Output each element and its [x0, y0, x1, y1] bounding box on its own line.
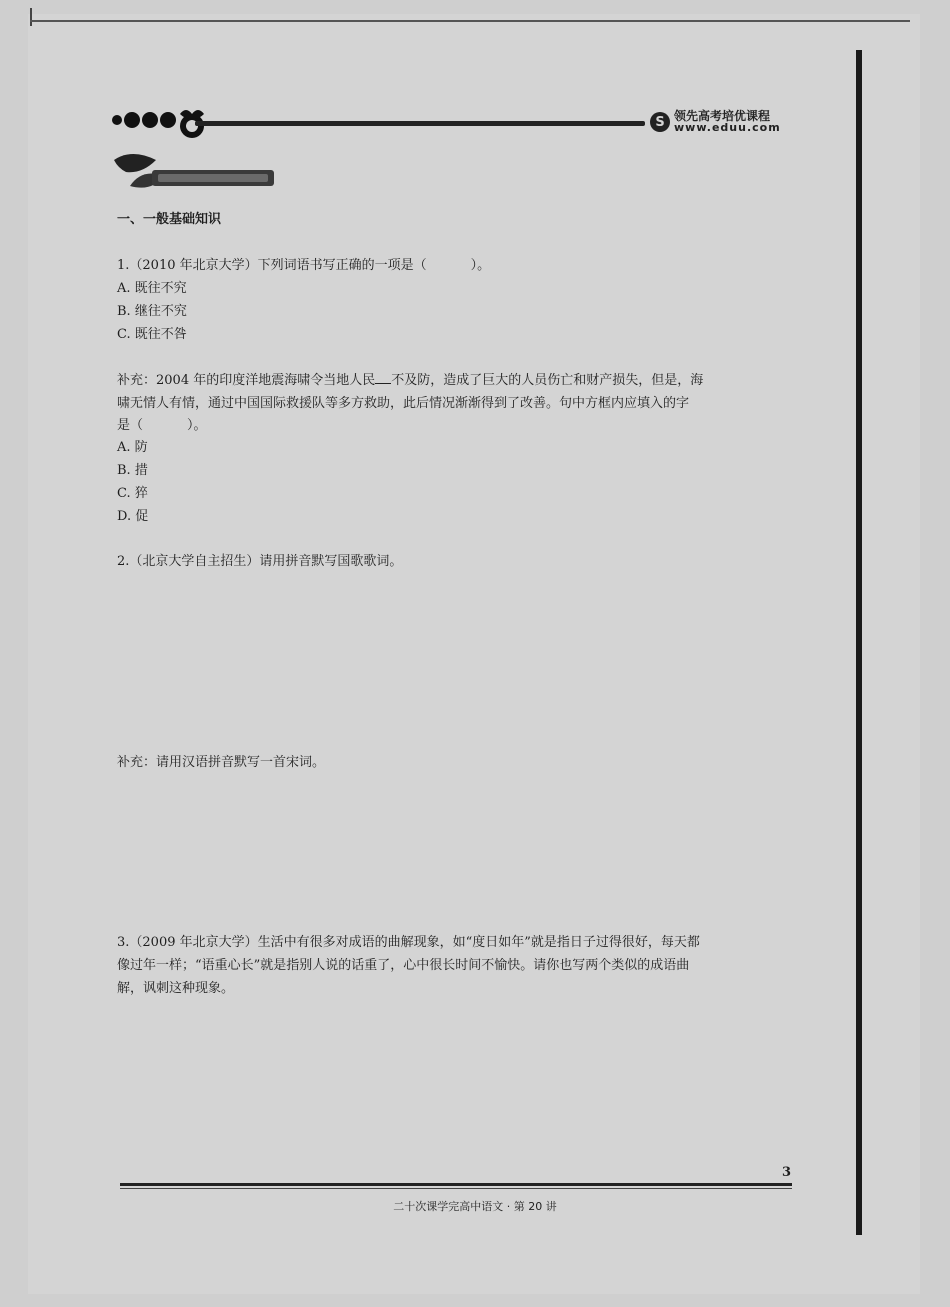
footer-course-title: 二十次课学完高中语文 · 第 20 讲: [393, 1200, 557, 1213]
supplement-2-prompt: 补充：请用汉语拼音默写一首宋词。: [117, 755, 326, 770]
footer-rule-thin: [120, 1188, 792, 1189]
supplement-1-option: D. 促: [117, 509, 149, 524]
dot-1: [112, 115, 122, 125]
fill-blank: [375, 371, 391, 384]
section-title: 一、一般基础知识: [117, 212, 222, 227]
question-3-line: 3.（2009 年北京大学）生活中有很多对成语的曲解现象，如“度日如年”就是指日子过得很好，每天都: [117, 935, 700, 950]
question-2-prompt: 2.（北京大学自主招生）请用拼音默写国歌歌词。: [117, 554, 403, 569]
question-1-option: A. 既往不究: [117, 281, 187, 296]
supplement-1-line: 是（ ）。: [117, 418, 207, 433]
header-rule: [195, 121, 645, 126]
brand-logo-icon: S: [650, 112, 670, 132]
footer-rule: [120, 1183, 792, 1186]
right-margin-rule: [856, 50, 862, 1235]
brand-text: [674, 110, 781, 134]
scan-artifact-corner: [30, 8, 32, 26]
leaf-banner-icon: [112, 146, 282, 196]
question-3-line: 像过年一样；“语重心长”就是指别人说的话重了，心中很长时间不愉快。请你也写两个类似的成语曲: [117, 958, 690, 973]
page-number: 3: [782, 1165, 792, 1180]
question-3-line: 解，讽刺这种现象。: [117, 981, 235, 996]
header-dots: [112, 112, 176, 128]
question-1-option: B. 继往不究: [117, 304, 187, 319]
supplement-1-option: C. 猝: [117, 486, 148, 501]
supplement-1-line: 啸无情人有情，通过中国国际救援队等多方救助，此后情况渐渐得到了改善。句中方框内应填入的字: [117, 396, 690, 411]
brand-block: [650, 110, 781, 134]
question-1-prompt: 1.（2010 年北京大学）下列词语书写正确的一项是（ ）。: [117, 258, 491, 273]
question-1-option: C. 既往不咎: [117, 327, 187, 342]
brand-url[interactable]: www.eduu.com: [674, 121, 781, 134]
supplement-1-option: B. 措: [117, 463, 148, 478]
supplement-1-option: A. 防: [117, 440, 148, 455]
dot-3: [142, 112, 158, 128]
scanned-page: [28, 14, 920, 1294]
scan-artifact-top-line: [30, 20, 910, 22]
supplement-1-line: 补充：2004 年的印度洋地震海啸令当地人民 不及防，造成了巨大的人员伤亡和财产损失，但是，海: [117, 373, 704, 388]
brand-name: 领先高考培优课程: [674, 109, 771, 123]
dot-2: [124, 112, 140, 128]
